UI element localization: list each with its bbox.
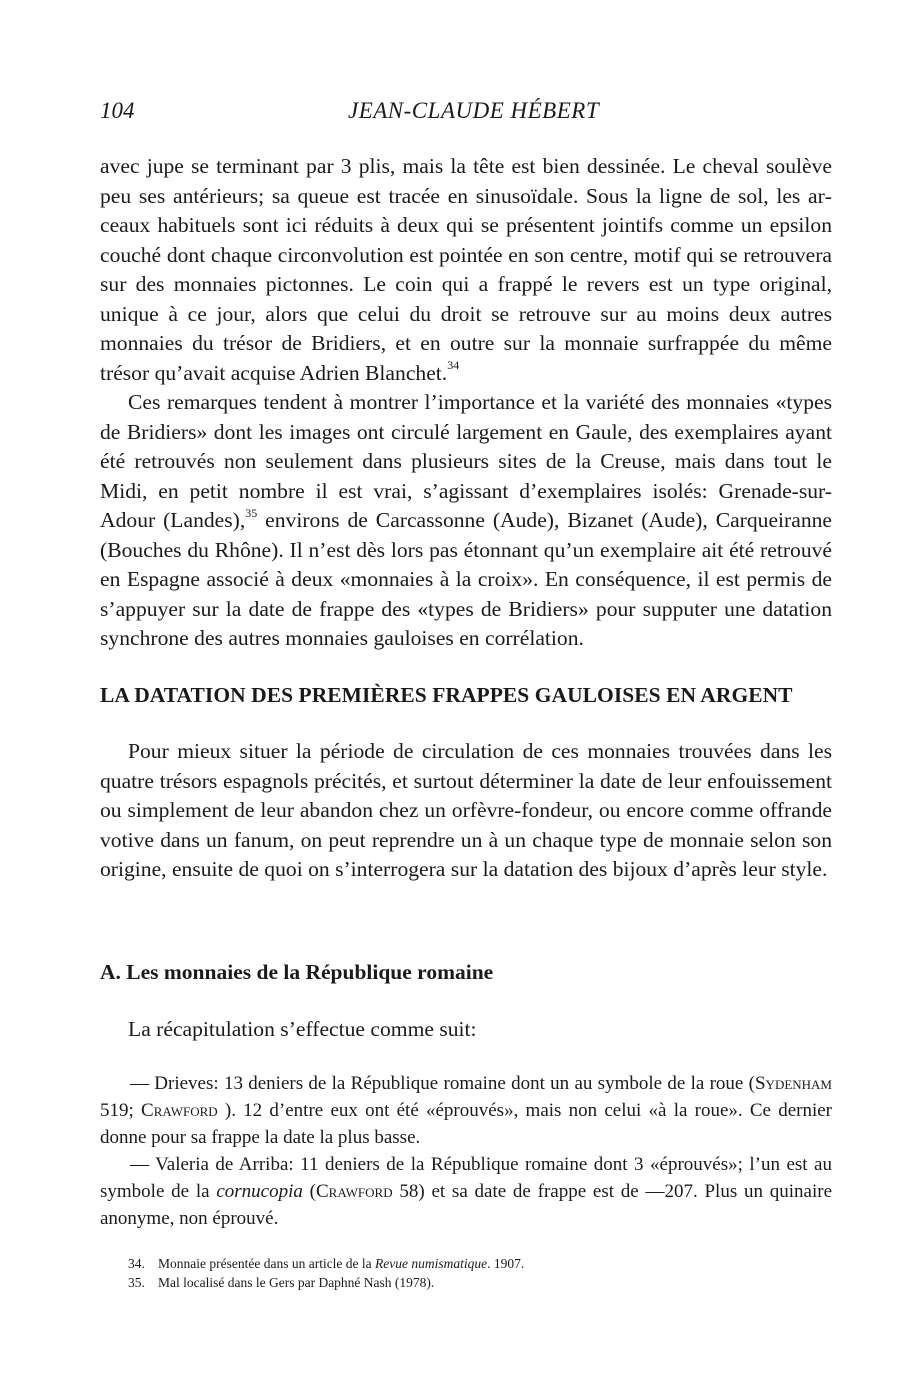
- paragraph-2-text-b: environs de Carcassonne (Aude), Bizanet (Aude), Carqueiranne (Bouches du Rhône). Il n’est dès lors pas étonnant qu’un exemplaire ait été retrouvé en Espagne associé à deux «monnaies à la croix». En conséquence, il est permis de s’appuyer sur la date de frappe des «types de Bridiers» pour supputer une datation synchrone des autres monnaies gauloises en corrélation.: [100, 508, 832, 650]
- item-2-text-c: 58) et sa date de frappe est de —207. Plus un quinaire anonyme, non éprouvé.: [100, 1181, 833, 1229]
- footnote-number: 35.: [128, 1275, 145, 1290]
- section-title: LA DATATION DES PREMIÈRES FRAPPES GAULOISES EN ARGENT: [100, 683, 793, 707]
- footnote-34-text-a: Monnaie présentée dans un article de la: [158, 1256, 376, 1271]
- footnote-ref-34: 34: [447, 358, 460, 373]
- item-1-sydenham: Sydenham: [754, 1073, 832, 1094]
- footnote-34-text-b: . 1907.: [487, 1256, 525, 1271]
- item-2-crawford: Crawford: [315, 1181, 393, 1202]
- footnote-number: 34.: [128, 1256, 145, 1271]
- item-1-text-c: ). 12 d’entre eux ont été «éprouvés», mais non celui «à la roue». Ce dernier donne pour sa frappe la date la plus basse.: [100, 1100, 832, 1148]
- paragraph-4: [128, 1015, 860, 1045]
- paragraph-1: [100, 152, 832, 388]
- list-item: [100, 1070, 832, 1151]
- footnote-35-text: Mal localisé dans le Gers par Daphné Nash (1978).: [158, 1275, 435, 1290]
- paragraph-2: [100, 388, 832, 654]
- item-2-text-b: (: [302, 1181, 316, 1202]
- footnote-35: [128, 1273, 828, 1292]
- list-item: [100, 1151, 832, 1232]
- subsection-title: A. Les monnaies de la République romaine: [100, 960, 494, 984]
- paragraph-2-text-a: Ces remarques tendent à montrer l’importance et la variété des monnaies «types de Bridiers» dont les images ont circulé largement en Gaule, des exemplaires ayant été retrouvés non seulement dans plusieurs sites de la Creuse, mais dans tout le Midi, en petit nombre il est vrai, s’agissant d’exemplaires isolés: Grenade-sur-Adour (Landes),: [100, 390, 832, 532]
- footnote-ref-35: 35: [245, 505, 258, 520]
- running-author: JEAN-CLAUDE HÉBERT: [348, 98, 600, 123]
- paragraph-3: [100, 737, 832, 885]
- footnote-34-journal: Revue numismatique: [375, 1256, 488, 1271]
- page-number: 104: [100, 98, 135, 123]
- item-2-cornucopia: cornucopia: [216, 1181, 303, 1202]
- paragraph-4-text: La récapitulation s’effectue comme suit:: [128, 1017, 477, 1041]
- coin-list: [100, 1070, 832, 1232]
- paragraph-3-text: Pour mieux situer la période de circulation de ces monnaies trouvées dans les quatre trésors espagnols précités, et surtout déterminer la date de leur enfouissement ou simplement de leur abandon chez un orfèvre-fondeur, ou encore comme offrande votive dans un fanum, on peut reprendre un à un chaque type de monnaie selon son origine, ensuite de quoi on s’interrogera sur la datation des bijoux d’après leur style.: [100, 739, 832, 881]
- item-1-crawford: Crawford: [141, 1100, 218, 1121]
- footnotes: [128, 1254, 828, 1292]
- item-1-text-b: 519;: [100, 1100, 142, 1121]
- footnote-34: [128, 1254, 828, 1273]
- paragraph-1-text: avec jupe se terminant par 3 plis, mais la tête est bien dessinée. Le cheval soulève peu ses antérieurs; sa queue est tracée en sinusoïdale. Sous la ligne de sol, les arceaux habituels sont ici réduits à deux qui se présentent jointifs comme un epsilon couché dont chaque circonvolution est pointée en son centre, motif qui se retrouvera sur des monnaies pictonnes. Le coin qui a frappé le revers est un type original, unique à ce jour, alors que celui du droit se retrouve sur au moins deux autres monnaies du trésor de Bridiers, et en outre sur la monnaie surfrappée du même trésor qu’avait acquise Adrien Blanchet.: [100, 154, 832, 385]
- item-2-text-a: — Valeria de Arriba: 11 deniers de la République romaine dont 3 «éprouvés»; l’un est au symbole de la: [100, 1154, 832, 1202]
- item-1-text-a: — Drieves: 13 deniers de la République romaine dont un au symbole de la roue (: [130, 1073, 755, 1094]
- running-header: [100, 98, 812, 128]
